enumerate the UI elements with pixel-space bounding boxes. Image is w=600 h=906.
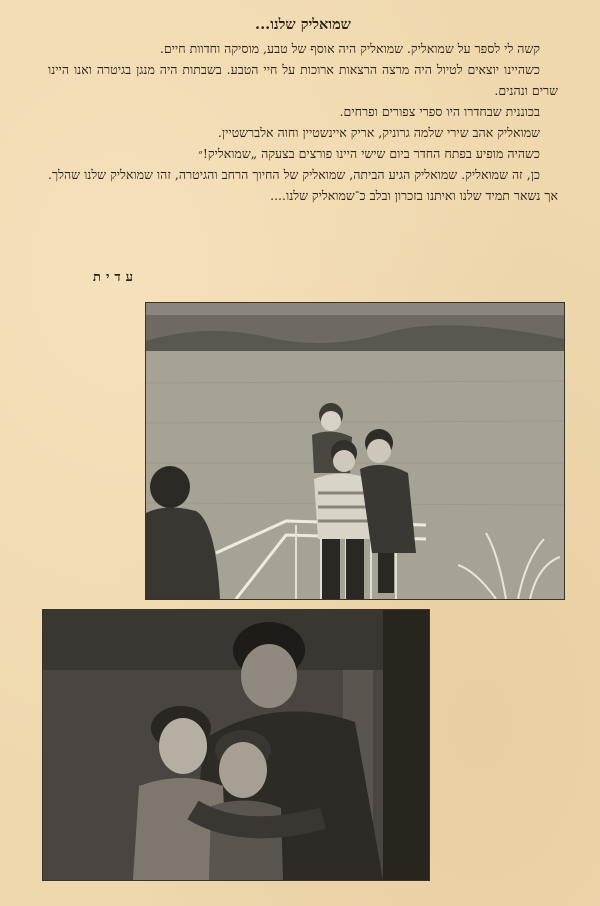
paragraph-6: כן, זה שמואליק. שמואליק הגיע הביתה, שמואליק של החיוך הרחב והגיטרה, זהו שמואליק שלנו שהלך. אך נשאר תמיד שלנו ואיתנו בזכרון ובלב כ־שמואליק שלנו.... [48, 167, 558, 203]
article-text [48, 14, 558, 206]
photo-youth-hugging-children-image [43, 610, 429, 880]
paragraph-4: שמואליק אהב שירי שלמה גרוניק, אריק איינשטיין וחוה אלברשטיין. [217, 125, 540, 140]
article-title: שמואליק שלנו... [255, 16, 351, 33]
photo-children-on-lawn-image [146, 303, 564, 599]
paragraph-2: כשהיינו יוצאים לטיול היה מרצה הרצאות ארוכות על חיי הטבע. בשבתות היה מנגן בגיטרה ואנו היינו שרים ונהנים. [48, 62, 558, 98]
photo-children-on-lawn [145, 302, 565, 600]
paragraph-5: כשהיה מופיע בפתח החדר ביום שישי היינו פורצים בצעקה „שמואליק!״ [198, 146, 540, 161]
photo-youth-hugging-children [42, 609, 430, 881]
signature-container [48, 266, 138, 285]
paragraph-3: בכוננית שבחדרו היו ספרי צפורים ופרחים. [339, 104, 540, 119]
paragraph-1: קשה לי לספר על שמואליק. שמואליק היה אוסף של טבע, מוסיקה וחדוות חיים. [159, 41, 540, 56]
signature: עדית [93, 270, 138, 285]
